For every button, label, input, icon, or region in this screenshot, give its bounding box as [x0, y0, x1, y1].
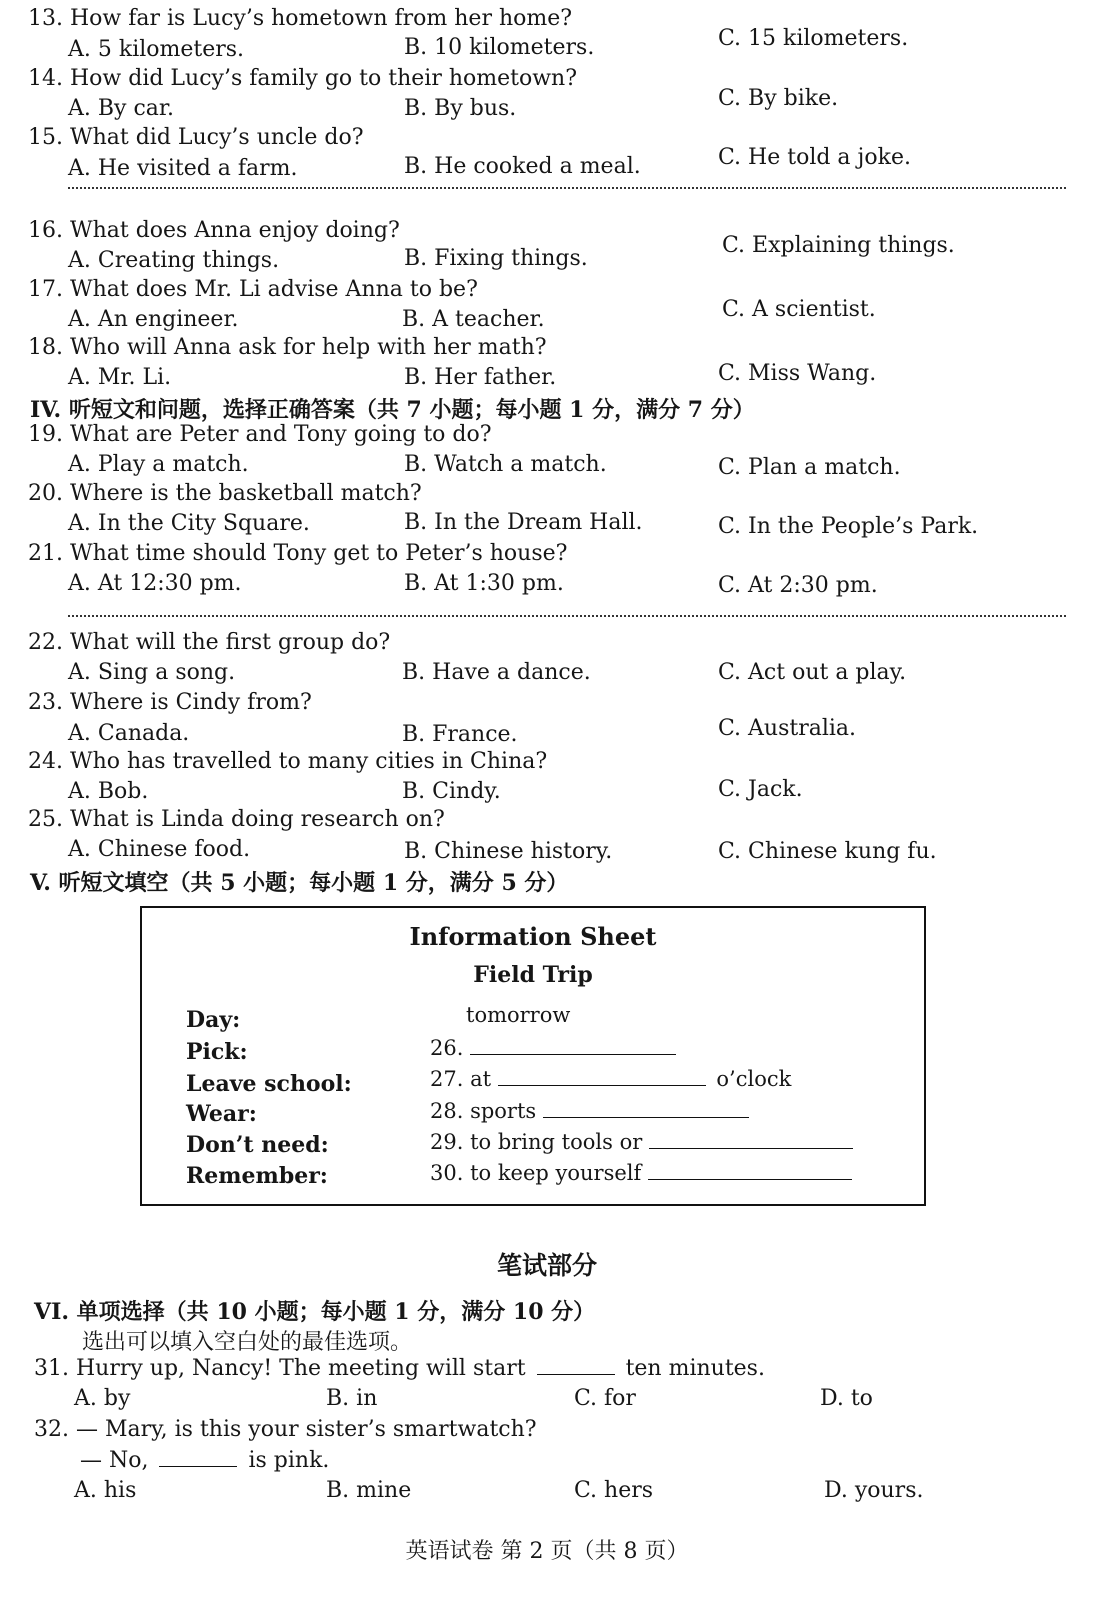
- question-text: 18. Who will Anna ask for help with her math?: [28, 335, 547, 360]
- question-text: 14. How did Lucy’s family go to their hometown?: [28, 66, 578, 91]
- option-b: B. mine: [326, 1478, 412, 1503]
- option-c: C. Jack.: [718, 777, 803, 802]
- answer-blank-32[interactable]: [159, 1448, 237, 1467]
- option-b: B. 10 kilometers.: [404, 35, 595, 60]
- option-b: B. Cindy.: [402, 779, 501, 804]
- option-a: A. Chinese food.: [68, 837, 251, 862]
- option-b: B. In the Dream Hall.: [404, 510, 643, 535]
- option-a: A. Mr. Li.: [68, 365, 172, 390]
- option-b: B. Chinese history.: [404, 839, 613, 864]
- option-b: B. Have a dance.: [402, 660, 591, 685]
- option-c: C. He told a joke.: [718, 145, 911, 170]
- question-text: 24. Who has travelled to many cities in China?: [28, 749, 548, 774]
- option-c: C. At 2:30 pm.: [718, 573, 878, 598]
- question-text: 23. Where is Cindy from?: [28, 690, 312, 715]
- question-reply: [80, 1448, 329, 1473]
- option-a: A. Sing a song.: [68, 660, 236, 685]
- row-label-dont-need: Don’t need:: [186, 1132, 329, 1158]
- option-c: C. for: [574, 1386, 636, 1411]
- option-a: A. Canada.: [68, 721, 190, 746]
- option-a: A. his: [74, 1478, 137, 1503]
- row-label-day: Day:: [186, 1007, 241, 1033]
- question-text: 25. What is Linda doing research on?: [28, 807, 445, 832]
- option-b: B. in: [326, 1386, 378, 1411]
- row-value-wear: [430, 1099, 749, 1123]
- option-c: C. Australia.: [718, 716, 857, 741]
- option-c: C. Miss Wang.: [718, 361, 877, 386]
- page-footer: 英语试卷 第 2 页（共 8 页）: [405, 1539, 689, 1564]
- sheet-title: Information Sheet: [409, 922, 657, 951]
- reply-stem: — No,: [80, 1448, 149, 1473]
- section-vi-instruction: 选出可以填入空白处的最佳选项。: [82, 1330, 413, 1355]
- row-value-day: tomorrow: [466, 1003, 571, 1027]
- question-text: 16. What does Anna enjoy doing?: [28, 218, 400, 243]
- question-text: 32. — Mary, is this your sister’s smartwatch?: [34, 1417, 537, 1442]
- information-sheet: [140, 906, 926, 1206]
- blank-suffix: o’clock: [716, 1067, 792, 1091]
- reply-stem-end: is pink.: [248, 1448, 330, 1473]
- option-c: C. A scientist.: [722, 297, 876, 322]
- row-label-leave-school: Leave school:: [186, 1071, 352, 1097]
- row-label-remember: Remember:: [186, 1163, 328, 1189]
- row-value-dont-need: [430, 1130, 853, 1154]
- blank-prefix: 30. to keep yourself: [430, 1161, 642, 1185]
- row-value-remember: [430, 1161, 852, 1185]
- option-a: A. Bob.: [68, 779, 149, 804]
- question-stem: 31. Hurry up, Nancy! The meeting will start: [34, 1356, 526, 1381]
- option-a: A. He visited a farm.: [68, 156, 298, 181]
- answer-blank-31[interactable]: [537, 1356, 615, 1375]
- option-c: C. Chinese kung fu.: [718, 839, 937, 864]
- sheet-subtitle: Field Trip: [473, 962, 593, 988]
- question-text: [34, 1356, 765, 1381]
- option-c: C. Plan a match.: [718, 455, 901, 480]
- question-stem-end: ten minutes.: [625, 1356, 765, 1381]
- option-d: D. to: [820, 1386, 873, 1411]
- option-a: A. 5 kilometers.: [68, 37, 245, 62]
- question-text: 22. What will the first group do?: [28, 630, 391, 655]
- option-a: A. by: [74, 1386, 131, 1411]
- written-part-heading: 笔试部分: [496, 1251, 597, 1280]
- dotted-separator: [68, 187, 1066, 189]
- option-b: B. Fixing things.: [404, 246, 588, 271]
- row-label-pick: Pick:: [186, 1039, 248, 1065]
- option-a: A. In the City Square.: [68, 511, 310, 536]
- dotted-separator: [68, 615, 1066, 617]
- row-value-pick: [430, 1036, 676, 1060]
- option-c: C. 15 kilometers.: [718, 26, 909, 51]
- option-a: A. At 12:30 pm.: [68, 571, 242, 596]
- option-b: B. Her father.: [404, 365, 557, 390]
- option-b: B. A teacher.: [402, 307, 545, 332]
- option-d: D. yours.: [824, 1478, 924, 1503]
- blank-prefix: 29. to bring tools or: [430, 1130, 643, 1154]
- row-value-leave-school: [430, 1067, 791, 1091]
- option-b: B. At 1:30 pm.: [404, 571, 564, 596]
- question-text: 15. What did Lucy’s uncle do?: [28, 125, 364, 150]
- blank-prefix: 28. sports: [430, 1099, 537, 1123]
- question-text: 17. What does Mr. Li advise Anna to be?: [28, 277, 478, 302]
- row-label-wear: Wear:: [186, 1101, 257, 1127]
- option-b: B. By bus.: [404, 96, 517, 121]
- question-text: 21. What time should Tony get to Peter’s house?: [28, 541, 568, 566]
- option-c: C. By bike.: [718, 86, 839, 111]
- blank-prefix: 26.: [430, 1036, 464, 1060]
- question-text: 19. What are Peter and Tony going to do?: [28, 422, 492, 447]
- blank-prefix: 27. at: [430, 1067, 492, 1091]
- option-c: C. Explaining things.: [722, 233, 955, 258]
- answer-blank-30[interactable]: [648, 1161, 852, 1180]
- option-a: A. Play a match.: [68, 452, 249, 477]
- option-a: A. By car.: [68, 96, 174, 121]
- option-b: B. France.: [402, 722, 518, 747]
- option-b: B. Watch a match.: [404, 452, 607, 477]
- option-c: C. Act out a play.: [718, 660, 907, 685]
- question-text: 13. How far is Lucy’s hometown from her home?: [28, 6, 573, 31]
- option-c: C. hers: [574, 1478, 654, 1503]
- answer-blank-26[interactable]: [470, 1036, 676, 1055]
- option-b: B. He cooked a meal.: [404, 154, 641, 179]
- answer-blank-27[interactable]: [498, 1067, 706, 1086]
- section-v-heading: V. 听短文填空（共 5 小题；每小题 1 分，满分 5 分）: [30, 870, 569, 896]
- option-a: A. An engineer.: [68, 307, 239, 332]
- answer-blank-29[interactable]: [649, 1130, 853, 1149]
- section-vi-heading: VI. 单项选择（共 10 小题；每小题 1 分，满分 10 分）: [34, 1299, 596, 1325]
- section-iv-heading: IV. 听短文和问题，选择正确答案（共 7 小题；每小题 1 分，满分 7 分）: [30, 397, 755, 423]
- question-text: 20. Where is the basketball match?: [28, 481, 422, 506]
- option-c: C. In the People’s Park.: [718, 514, 979, 539]
- answer-blank-28[interactable]: [543, 1099, 749, 1118]
- option-a: A. Creating things.: [68, 248, 280, 273]
